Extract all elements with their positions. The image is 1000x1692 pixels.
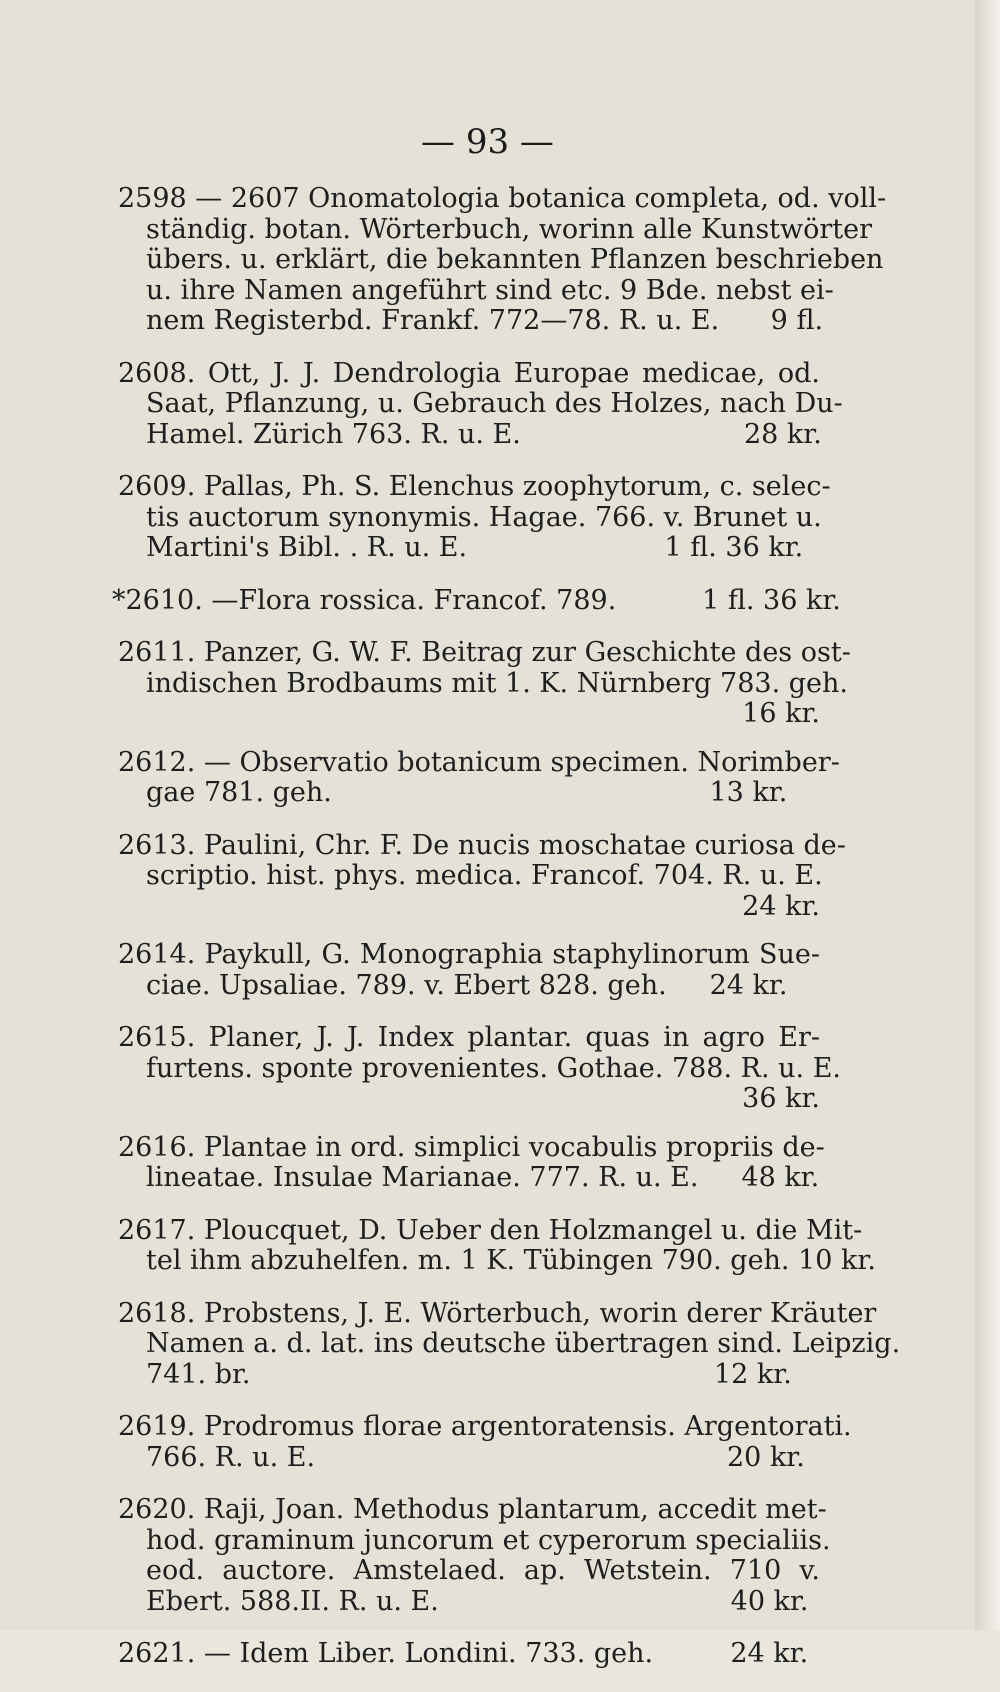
entry-line: nem Registerbd. Frankf. 772—78. R. u. E. 9 fl. xyxy=(146,305,824,336)
entry-line: gae 781. geh. 13 kr. xyxy=(146,777,788,808)
entry-line: Namen a. d. lat. ins deutsche übertragen sind. Leipzig. xyxy=(146,1328,901,1359)
catalog-entry xyxy=(118,1411,852,1473)
catalog-entry xyxy=(118,1297,901,1391)
entry-line: 2621. — Idem Liber. Londini. 733. geh. 24 kr. xyxy=(118,1638,809,1669)
entry-line: lineatae. Insulae Marianae. 777. R. u. E. 48 kr. xyxy=(146,1162,820,1193)
catalog-entry xyxy=(118,829,846,923)
entry-line: indischen Brodbaums mit 1. K. Nürnberg 783. geh. xyxy=(146,667,848,699)
entry-line: 2611. Panzer, G. W. F. Beitrag zur Geschichte des ost- xyxy=(118,637,851,668)
page-number: — 93 — xyxy=(421,122,554,162)
catalog-entry xyxy=(118,940,820,1001)
catalog-entry xyxy=(118,1022,841,1115)
entry-line: 2620. Raji, Joan. Methodus plantarum, accedit met- xyxy=(118,1494,827,1525)
catalog-entry xyxy=(118,1214,876,1277)
catalog-entry xyxy=(118,637,851,730)
entry-line: 2609. Pallas, Ph. S. Elenchus zoophytorum, c. selec- xyxy=(118,471,831,502)
page-gutter xyxy=(975,0,1000,1630)
entry-line: 2598 — 2607 Onomatologia botanica completa, od. voll- xyxy=(118,183,887,214)
entry-line: u. ihre Namen angeführt sind etc. 9 Bde. nebst ei- xyxy=(146,274,834,306)
entry-line: ciae. Upsaliae. 789. v. Ebert 828. geh. 24 kr. xyxy=(146,969,788,1001)
entry-line: ständig. botan. Wörterbuch, worinn alle Kunstwörter xyxy=(146,213,873,245)
entry-line: 2619. Prodromus florae argentoratensis. Argentorati. xyxy=(118,1411,852,1442)
catalog-entry xyxy=(112,584,841,617)
entry-line: furtens. sponte provenientes. Gothae. 788. R. u. E. xyxy=(146,1052,841,1084)
entry-line: hod. graminum juncorum et cyperorum specialiis. xyxy=(146,1524,831,1556)
entry-price: 24 kr. xyxy=(742,890,820,922)
entry-line: Martini's Bibl. . R. u. E. 1 fl. 36 kr. xyxy=(146,532,804,563)
catalog-entry xyxy=(118,357,843,451)
catalog-entry xyxy=(118,471,831,564)
entry-line: 741. br. 12 kr. xyxy=(146,1358,792,1390)
entry-line: 2608. Ott, J. J. Dendrologia Europae medicae, od. xyxy=(118,357,820,389)
entry-line: 2614. Paykull, G. Monographia staphylinorum Sue- xyxy=(118,939,820,970)
catalog-entry xyxy=(118,1131,825,1194)
entry-line: 2616. Plantae in ord. simplici vocabulis propriis de- xyxy=(118,1131,825,1163)
entry-line: 2612. — Observatio botanicum specimen. Norimber- xyxy=(118,746,840,778)
catalog-entry xyxy=(118,746,840,809)
catalog-entry xyxy=(118,1639,820,1670)
entry-line: eod. auctore. Amstelaed. ap. Wetstein. 710 v. xyxy=(146,1555,820,1586)
entry-line: tis auctorum synonymis. Hagae. 766. v. Brunet u. xyxy=(146,501,822,533)
entry-line: scriptio. hist. phys. medica. Francof. 704. R. u. E. xyxy=(146,860,823,891)
entry-line: Hamel. Zürich 763. R. u. E. 28 kr. xyxy=(146,418,822,450)
entry-price: 16 kr. xyxy=(742,698,820,729)
entry-line: Saat, Pflanzung, u. Gebrauch des Holzes, nach Du- xyxy=(146,388,843,419)
entry-line: 2613. Paulini, Chr. F. De nucis moschatae curiosa de- xyxy=(118,829,846,861)
catalog-entry xyxy=(118,1494,831,1617)
entry-line: Ebert. 588.II. R. u. E. 40 kr. xyxy=(146,1585,809,1617)
catalog-entry xyxy=(118,183,887,337)
entry-price: 36 kr. xyxy=(742,1083,820,1114)
entry-line: übers. u. erklärt, die bekannten Pflanzen beschrieben xyxy=(146,244,884,275)
entry-line: 2617. Ploucquet, D. Ueber den Holzmangel u. die Mit- xyxy=(118,1214,863,1246)
entry-line: 766. R. u. E. 20 kr. xyxy=(146,1441,805,1473)
entry-line: 2618. Probstens, J. E. Wörterbuch, worin derer Kräuter xyxy=(118,1297,877,1329)
catalog-entries xyxy=(112,183,901,1692)
entry-line: *2610. —Flora rossica. Francof. 789. 1 fl. 36 kr. xyxy=(112,584,841,616)
entry-line: tel ihm abzuhelfen. m. 1 K. Tübingen 790. geh. 10 kr. xyxy=(146,1245,876,1276)
entry-line: 2615. Planer, J. J. Index plantar. quas in agro Er- xyxy=(118,1022,820,1053)
